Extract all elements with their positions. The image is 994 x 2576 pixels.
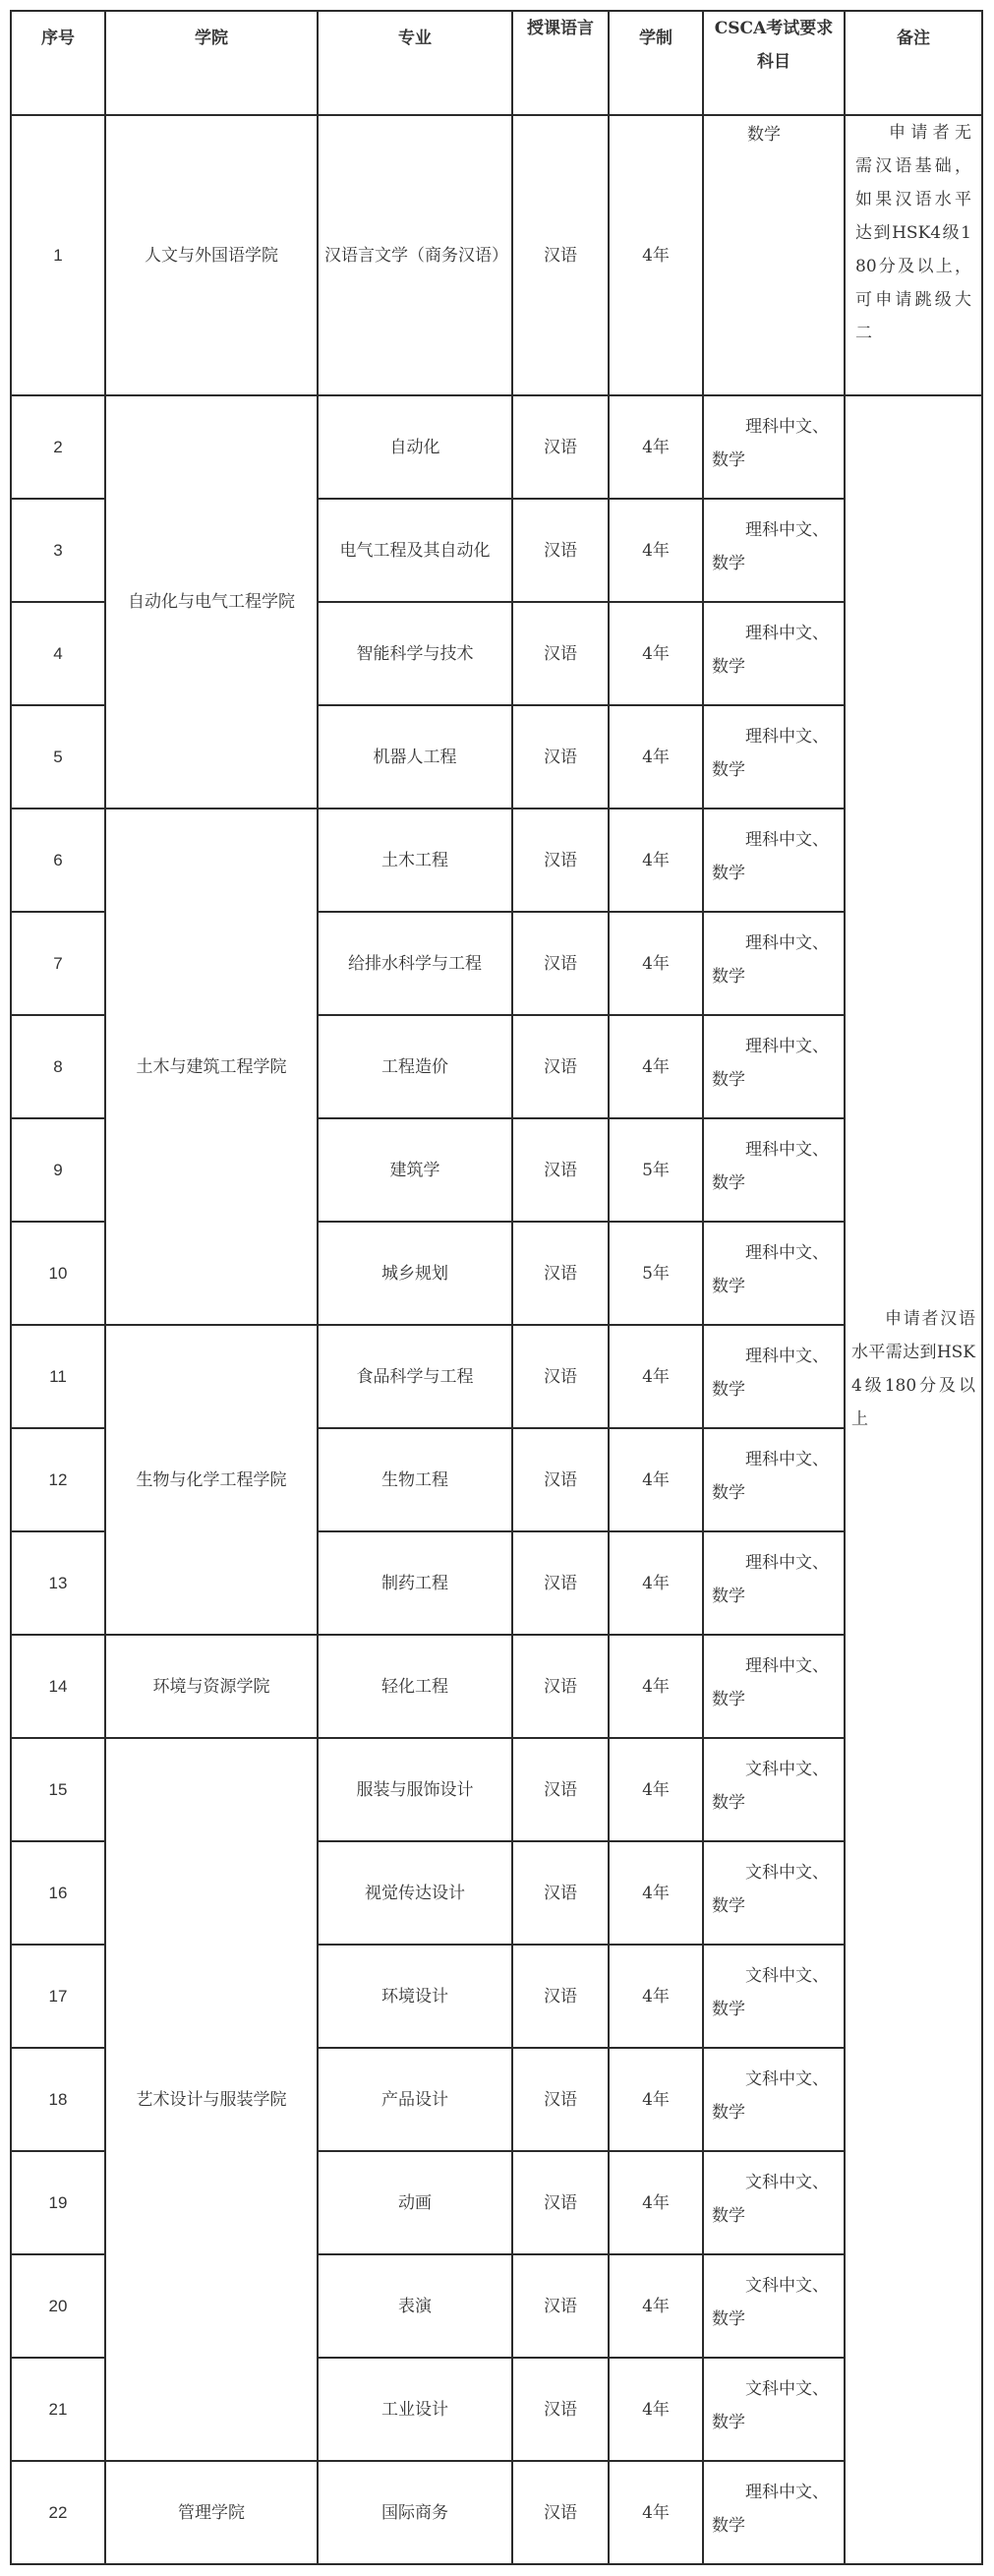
row-language: 汉语: [512, 1222, 609, 1325]
csca-line1: 理科中文、: [745, 1140, 829, 1160]
row-language: 汉语: [512, 1635, 609, 1738]
remarks-main: 申请者汉语水平需达到HSK4级180分及以上: [845, 395, 982, 2564]
table-row: [11, 2461, 982, 2564]
row-no: 1: [11, 115, 105, 395]
row-csca: [703, 705, 845, 809]
row-duration: 5年: [609, 1222, 703, 1325]
row-language: 汉语: [512, 912, 609, 1015]
csca-line1: 理科中文、: [745, 727, 829, 747]
row-major: 工业设计: [318, 2358, 512, 2461]
csca-line1: 理科中文、: [745, 624, 829, 643]
row-major: 制药工程: [318, 1531, 512, 1635]
row-duration: 4年: [609, 1015, 703, 1118]
row-college: 土木与建筑工程学院: [105, 809, 318, 1325]
row-language: 汉语: [512, 1325, 609, 1428]
row-duration: 4年: [609, 809, 703, 912]
row-duration: 4年: [609, 2151, 703, 2254]
row-no: 17: [11, 1945, 105, 2048]
row-csca: [703, 115, 845, 395]
csca-line2: 数学: [712, 1173, 745, 1193]
row-csca: [703, 2358, 845, 2461]
row-no: 13: [11, 1531, 105, 1635]
row-language: 汉语: [512, 602, 609, 705]
row-no: 22: [11, 2461, 105, 2564]
row-duration: 4年: [609, 1531, 703, 1635]
csca-line2: 数学: [712, 1690, 745, 1709]
row-language: 汉语: [512, 1738, 609, 1841]
row-duration: 4年: [609, 1635, 703, 1738]
row-major: 土木工程: [318, 809, 512, 912]
row-no: 18: [11, 2048, 105, 2151]
csca-line2: 数学: [712, 760, 745, 780]
row-major: 轻化工程: [318, 1635, 512, 1738]
row-duration: 4年: [609, 1325, 703, 1428]
row-no: 7: [11, 912, 105, 1015]
row-college: 人文与外国语学院: [105, 115, 318, 395]
table-row: [11, 1325, 982, 1428]
csca-line1: 理科中文、: [745, 933, 829, 953]
row-duration: 4年: [609, 705, 703, 809]
csca-line1: 文科中文、: [745, 1966, 829, 1986]
row-duration: 4年: [609, 395, 703, 499]
row-csca: [703, 1325, 845, 1428]
csca-line1: 文科中文、: [745, 2069, 829, 2089]
csca-line1: 理科中文、: [745, 417, 829, 437]
csca-line2: 数学: [712, 1896, 745, 1916]
row-major: 视觉传达设计: [318, 1841, 512, 1945]
row-duration: 4年: [609, 499, 703, 602]
row-language: 汉语: [512, 2358, 609, 2461]
row-college: 管理学院: [105, 2461, 318, 2564]
csca-line1: 理科中文、: [745, 1347, 829, 1366]
header-duration: 学制: [609, 11, 703, 115]
row-major: 自动化: [318, 395, 512, 499]
row-no: 6: [11, 809, 105, 912]
csca-line2: 数学: [712, 1483, 745, 1503]
row-csca: [703, 2461, 845, 2564]
row-csca: [703, 1635, 845, 1738]
row-major: 生物工程: [318, 1428, 512, 1531]
row-language: 汉语: [512, 395, 609, 499]
row-no: 2: [11, 395, 105, 499]
csca-line2: 数学: [712, 1070, 745, 1090]
csca-line2: 数学: [712, 1793, 745, 1813]
row-language: 汉语: [512, 2254, 609, 2358]
table-row: [11, 115, 982, 395]
csca-line2: 数学: [712, 2000, 745, 2019]
table-row: [11, 395, 982, 499]
header-major: 专业: [318, 11, 512, 115]
row-no: 10: [11, 1222, 105, 1325]
page: [10, 10, 983, 2565]
row-major: 机器人工程: [318, 705, 512, 809]
row-major: 表演: [318, 2254, 512, 2358]
csca-line2: 数学: [712, 2413, 745, 2432]
row-csca: [703, 1015, 845, 1118]
table-row: [11, 1738, 982, 1841]
program-table: [10, 10, 983, 2565]
table-row: [11, 809, 982, 912]
row-no: 9: [11, 1118, 105, 1222]
row-csca: [703, 1531, 845, 1635]
row-duration: 4年: [609, 2461, 703, 2564]
row-no: 19: [11, 2151, 105, 2254]
row-major: 智能科学与技术: [318, 602, 512, 705]
row-major: 城乡规划: [318, 1222, 512, 1325]
row-duration: 5年: [609, 1118, 703, 1222]
row-no: 20: [11, 2254, 105, 2358]
row-duration: 4年: [609, 912, 703, 1015]
csca-line2: 数学: [712, 2206, 745, 2226]
row-csca: [703, 602, 845, 705]
row-csca: [703, 1118, 845, 1222]
row-no: 12: [11, 1428, 105, 1531]
csca-line2: 数学: [712, 554, 745, 573]
row-duration: 4年: [609, 2254, 703, 2358]
csca-line2: 数学: [712, 1380, 745, 1400]
row-csca: [703, 1945, 845, 2048]
csca-line2: 数学: [712, 1587, 745, 1606]
row-csca: [703, 395, 845, 499]
csca-line1: 理科中文、: [745, 2483, 829, 2502]
row-language: 汉语: [512, 809, 609, 912]
row-duration: 4年: [609, 115, 703, 395]
header-college: 学院: [105, 11, 318, 115]
row-major: 国际商务: [318, 2461, 512, 2564]
row-no: 11: [11, 1325, 105, 1428]
csca-line1: 理科中文、: [745, 520, 829, 540]
row-no: 8: [11, 1015, 105, 1118]
row-major: 给排水科学与工程: [318, 912, 512, 1015]
row-college: 生物与化学工程学院: [105, 1325, 318, 1635]
row-major: 建筑学: [318, 1118, 512, 1222]
row-language: 汉语: [512, 1015, 609, 1118]
row-no: 15: [11, 1738, 105, 1841]
remarks-first: 申请者无需汉语基础，如果汉语水平达到HSK4级180分及以上，可申请跳级大二: [845, 115, 982, 395]
table-row: [11, 1635, 982, 1738]
header-language: 授课语言: [512, 11, 609, 115]
csca-line2: 数学: [712, 967, 745, 987]
row-language: 汉语: [512, 1428, 609, 1531]
row-major: 电气工程及其自动化: [318, 499, 512, 602]
row-duration: 4年: [609, 602, 703, 705]
row-language: 汉语: [512, 115, 609, 395]
row-language: 汉语: [512, 2461, 609, 2564]
csca-line2: 数学: [712, 2103, 745, 2123]
csca-line1: 理科中文、: [745, 1037, 829, 1056]
csca-line1: 理科中文、: [745, 1553, 829, 1573]
csca-line1: 文科中文、: [745, 1760, 829, 1779]
header-csca: CSCA考试要求科目: [703, 11, 845, 115]
csca-line1: 数学: [747, 125, 781, 145]
row-duration: 4年: [609, 1945, 703, 2048]
csca-line2: 数学: [712, 2516, 745, 2536]
row-language: 汉语: [512, 1118, 609, 1222]
csca-line2: 数学: [712, 2309, 745, 2329]
row-csca: [703, 2048, 845, 2151]
header-no: 序号: [11, 11, 105, 115]
row-csca: [703, 2254, 845, 2358]
row-college: 艺术设计与服装学院: [105, 1738, 318, 2461]
row-no: 5: [11, 705, 105, 809]
row-language: 汉语: [512, 1945, 609, 2048]
row-major: 汉语言文学（商务汉语）: [318, 115, 512, 395]
row-language: 汉语: [512, 1531, 609, 1635]
row-major: 产品设计: [318, 2048, 512, 2151]
csca-line1: 文科中文、: [745, 1863, 829, 1883]
row-language: 汉语: [512, 2048, 609, 2151]
row-major: 工程造价: [318, 1015, 512, 1118]
csca-line2: 数学: [712, 1277, 745, 1296]
row-csca: [703, 1841, 845, 1945]
csca-line1: 理科中文、: [745, 1243, 829, 1263]
row-no: 3: [11, 499, 105, 602]
row-language: 汉语: [512, 1841, 609, 1945]
row-language: 汉语: [512, 705, 609, 809]
row-language: 汉语: [512, 499, 609, 602]
csca-line2: 数学: [712, 450, 745, 470]
row-csca: [703, 2151, 845, 2254]
csca-line1: 理科中文、: [745, 1450, 829, 1469]
row-no: 21: [11, 2358, 105, 2461]
row-major: 动画: [318, 2151, 512, 2254]
row-csca: [703, 1222, 845, 1325]
csca-line2: 数学: [712, 864, 745, 883]
csca-line1: 文科中文、: [745, 2379, 829, 2399]
row-language: 汉语: [512, 2151, 609, 2254]
row-csca: [703, 809, 845, 912]
row-duration: 4年: [609, 1841, 703, 1945]
csca-line1: 理科中文、: [745, 1656, 829, 1676]
csca-line1: 理科中文、: [745, 830, 829, 850]
header-remarks: 备注: [845, 11, 982, 115]
row-csca: [703, 1738, 845, 1841]
row-major: 环境设计: [318, 1945, 512, 2048]
row-csca: [703, 499, 845, 602]
row-no: 4: [11, 602, 105, 705]
row-college: 环境与资源学院: [105, 1635, 318, 1738]
row-major: 食品科学与工程: [318, 1325, 512, 1428]
row-no: 16: [11, 1841, 105, 1945]
csca-line1: 文科中文、: [745, 2173, 829, 2192]
row-duration: 4年: [609, 2048, 703, 2151]
row-duration: 4年: [609, 1738, 703, 1841]
csca-line1: 文科中文、: [745, 2276, 829, 2296]
header-row: [11, 11, 982, 115]
row-no: 14: [11, 1635, 105, 1738]
row-duration: 4年: [609, 2358, 703, 2461]
row-duration: 4年: [609, 1428, 703, 1531]
csca-line2: 数学: [712, 657, 745, 677]
row-csca: [703, 912, 845, 1015]
row-major: 服装与服饰设计: [318, 1738, 512, 1841]
row-college: 自动化与电气工程学院: [105, 395, 318, 809]
row-csca: [703, 1428, 845, 1531]
